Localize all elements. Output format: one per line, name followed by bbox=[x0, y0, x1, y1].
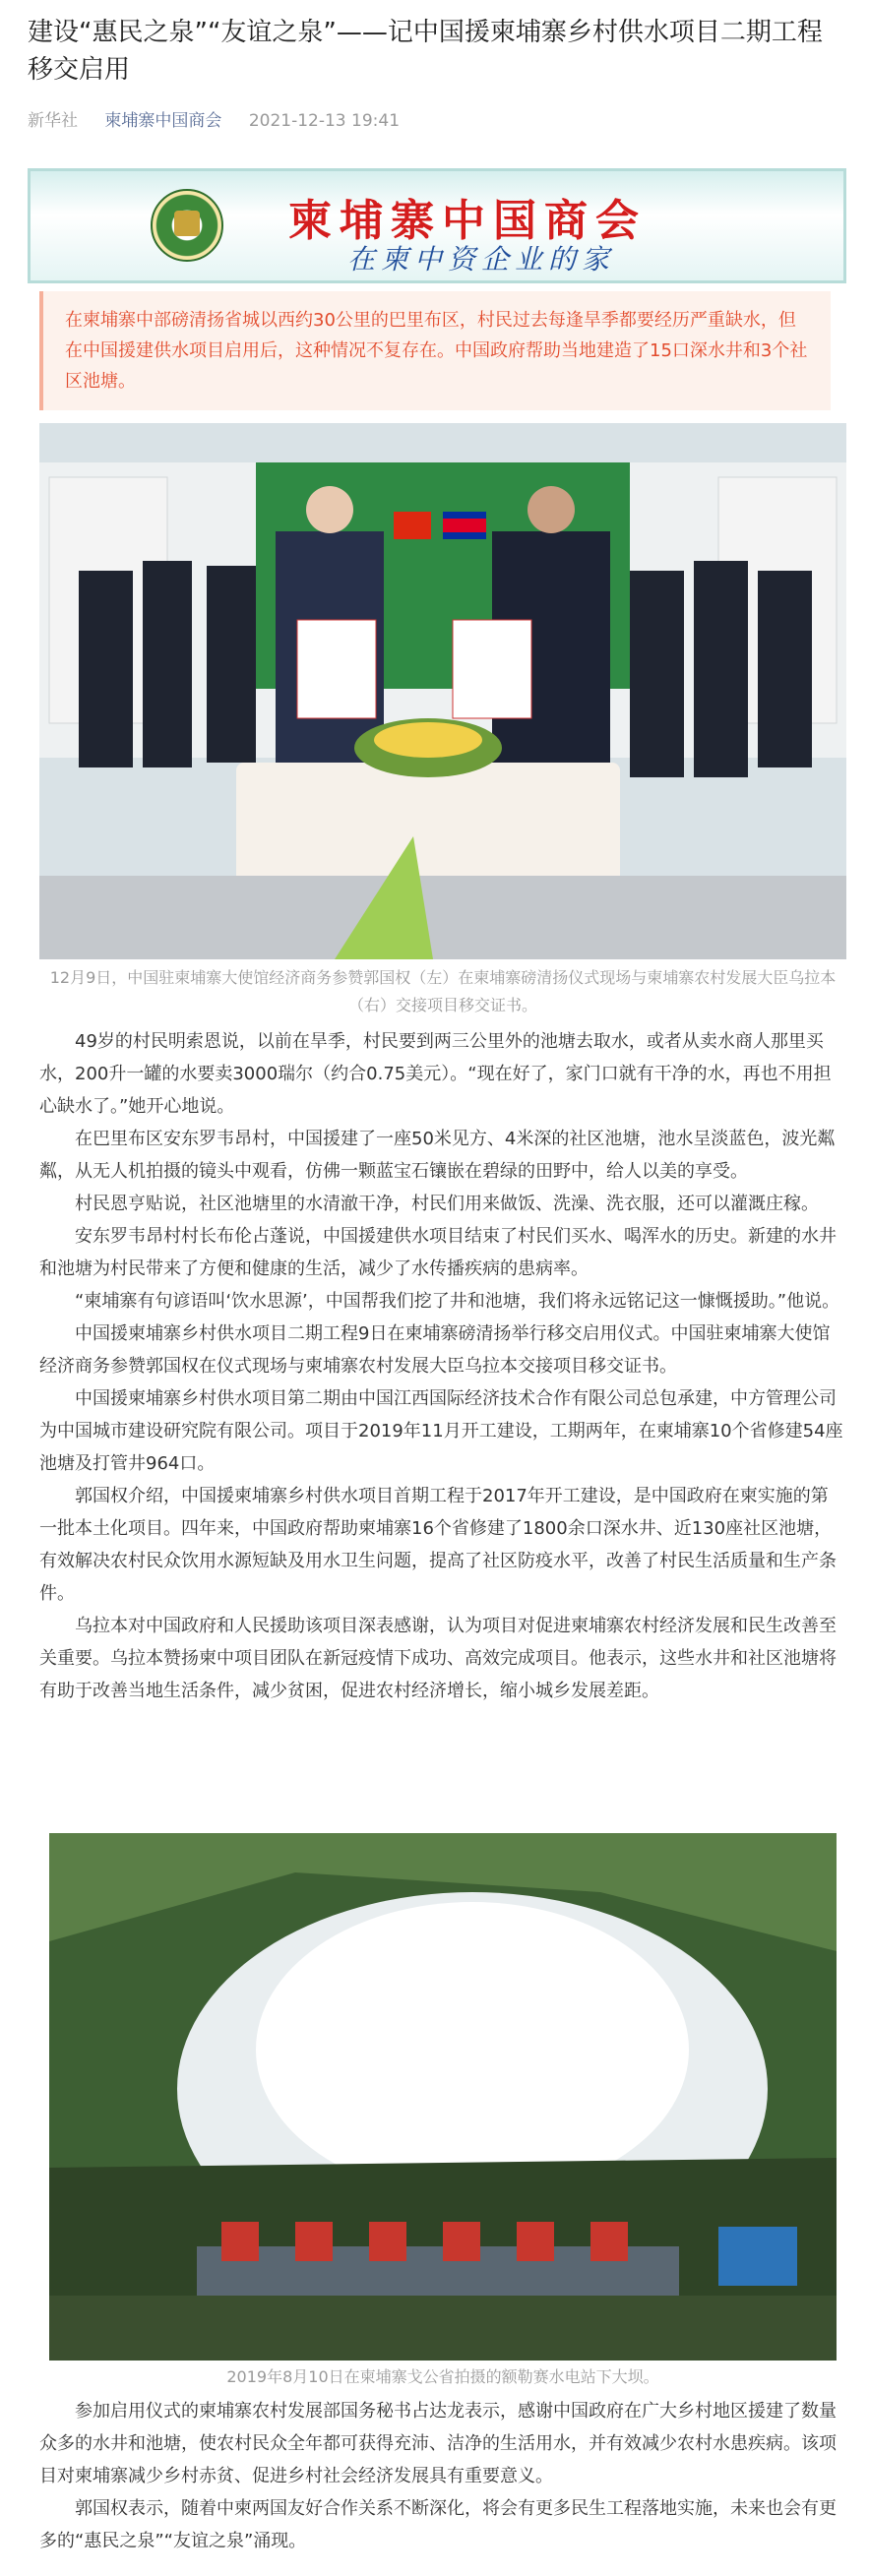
article-abstract: 在柬埔寨中部磅清扬省城以西约30公里的巴里布区，村民过去每逢旱季都要经历严重缺水，但在中国援建供水项目启用后，这种情况不复存在。中国政府帮助当地建造了15口深水井和3个社区池塘。 bbox=[39, 291, 831, 410]
chamber-name: 柬埔寨中国商会 bbox=[288, 196, 647, 246]
chamber-banner bbox=[28, 168, 846, 283]
body-paragraph: 参加启用仪式的柬埔寨农村发展部国务秘书占达龙表示，感谢中国政府在广大乡村地区援建了数量众多的水井和池塘，使农村民众全年都可获得充沛、洁净的生活用水，并有效减少农村水患疾病。该项目对柬埔寨减少乡村赤贫、促进乡村社会经济发展具有重要意义。 bbox=[39, 2401, 837, 2486]
body-paragraph: 安东罗韦昂村村长布伦占蓬说，中国援建供水项目结束了村民们买水、喝浑水的历史。新建的水井和池塘为村民带来了方便和健康的生活，减少了水传播疾病的患病率。 bbox=[39, 1226, 837, 1279]
body-paragraph: “柬埔寨有句谚语叫‘饮水思源’，中国帮我们挖了井和池塘，我们将永远铭记这一慷慨援助。”他说。 bbox=[75, 1291, 840, 1312]
account-name-link[interactable]: 柬埔寨中国商会 bbox=[104, 111, 222, 131]
article-body-part1 bbox=[39, 1025, 844, 1707]
publish-date: 2021-12-13 19:41 bbox=[248, 111, 401, 131]
article-title: 建设“惠民之泉”“友谊之泉”——记中国援柬埔寨乡村供水项目二期工程移交启用 bbox=[28, 18, 823, 85]
body-paragraph: 中国援柬埔寨乡村供水项目二期工程9日在柬埔寨磅清扬举行移交启用仪式。中国驻柬埔寨大使馆经济商务参赞郭国权在仪式现场与柬埔寨农村发展大臣乌拉本交接项目移交证书。 bbox=[39, 1323, 831, 1377]
body-paragraph: 村民恩亨贴说，社区池塘里的水清澈干净，村民们用来做饭、洗澡、洗衣服，还可以灌溉庄稼。 bbox=[75, 1194, 819, 1214]
ceremony-photo[interactable] bbox=[39, 423, 846, 959]
body-paragraph: 郭国权表示，随着中柬两国友好合作关系不断深化，将会有更多民生工程落地实施，未来也会有更多的“惠民之泉”“友谊之泉”涌现。 bbox=[39, 2498, 837, 2551]
body-paragraph: 中国援柬埔寨乡村供水项目第二期由中国江西国际经济技术合作有限公司总包承建，中方管理公司为中国城市建设研究院有限公司。项目于2019年11月开工建设，工期两年，在柬埔寨10个省修建54座池塘及打管井964口。 bbox=[39, 1388, 843, 1474]
dam-photo[interactable] bbox=[49, 1833, 837, 2361]
article-body-part2 bbox=[39, 2395, 844, 2557]
ceremony-photo-caption: 12月9日，中国驻柬埔寨大使馆经济商务参赞郭国权（左）在柬埔寨磅清扬仪式现场与柬埔寨农村发展大臣乌拉本（右）交接项目移交证书。 bbox=[49, 968, 837, 1014]
dam-photo-illustration bbox=[49, 1833, 837, 2361]
ceremony-photo-illustration bbox=[39, 423, 846, 959]
body-paragraph: 在巴里布区安东罗韦昂村，中国援建了一座50米见方、4米深的社区池塘，池水呈淡蓝色，波光粼粼，从无人机拍摄的镜头中观看，仿佛一颗蓝宝石镶嵌在碧绿的田野中，给人以美的享受。 bbox=[39, 1129, 836, 1182]
article-meta bbox=[28, 106, 421, 131]
chamber-logo bbox=[151, 189, 223, 262]
article-source: 新华社 bbox=[28, 111, 78, 131]
body-paragraph: 郭国权介绍，中国援柬埔寨乡村供水项目首期工程于2017年开工建设，是中国政府在柬实施的第一批本土化项目。四年来，中国政府帮助柬埔寨16个省修建了1800余口深水井、近130座社区池塘，有效解决农村民众饮用水源短缺及用水卫生问题，提高了社区防疫水平，改善了村民生活质量和生产条件。 bbox=[39, 1486, 837, 1604]
chamber-slogan: 在柬中资企业的家 bbox=[347, 243, 616, 276]
body-paragraph: 49岁的村民明索恩说，以前在旱季，村民要到两三公里外的池塘去取水，或者从卖水商人那里买水，200升一罐的水要卖3000瑞尔（约合0.75美元）。“现在好了，家门口就有干净的水，再也不用担心缺水了。”她开心地说。 bbox=[39, 1031, 832, 1117]
body-paragraph: 乌拉本对中国政府和人民援助该项目深表感谢，认为项目对促进柬埔寨农村经济发展和民生改善至关重要。乌拉本赞扬柬中项目团队在新冠疫情下成功、高效完成项目。他表示，这些水井和社区池塘将有助于改善当地生活条件，减少贫困，促进农村经济增长，缩小城乡发展差距。 bbox=[39, 1616, 837, 1701]
dam-photo-caption: 2019年8月10日在柬埔寨戈公省拍摄的额勒赛水电站下大坝。 bbox=[226, 2367, 659, 2386]
